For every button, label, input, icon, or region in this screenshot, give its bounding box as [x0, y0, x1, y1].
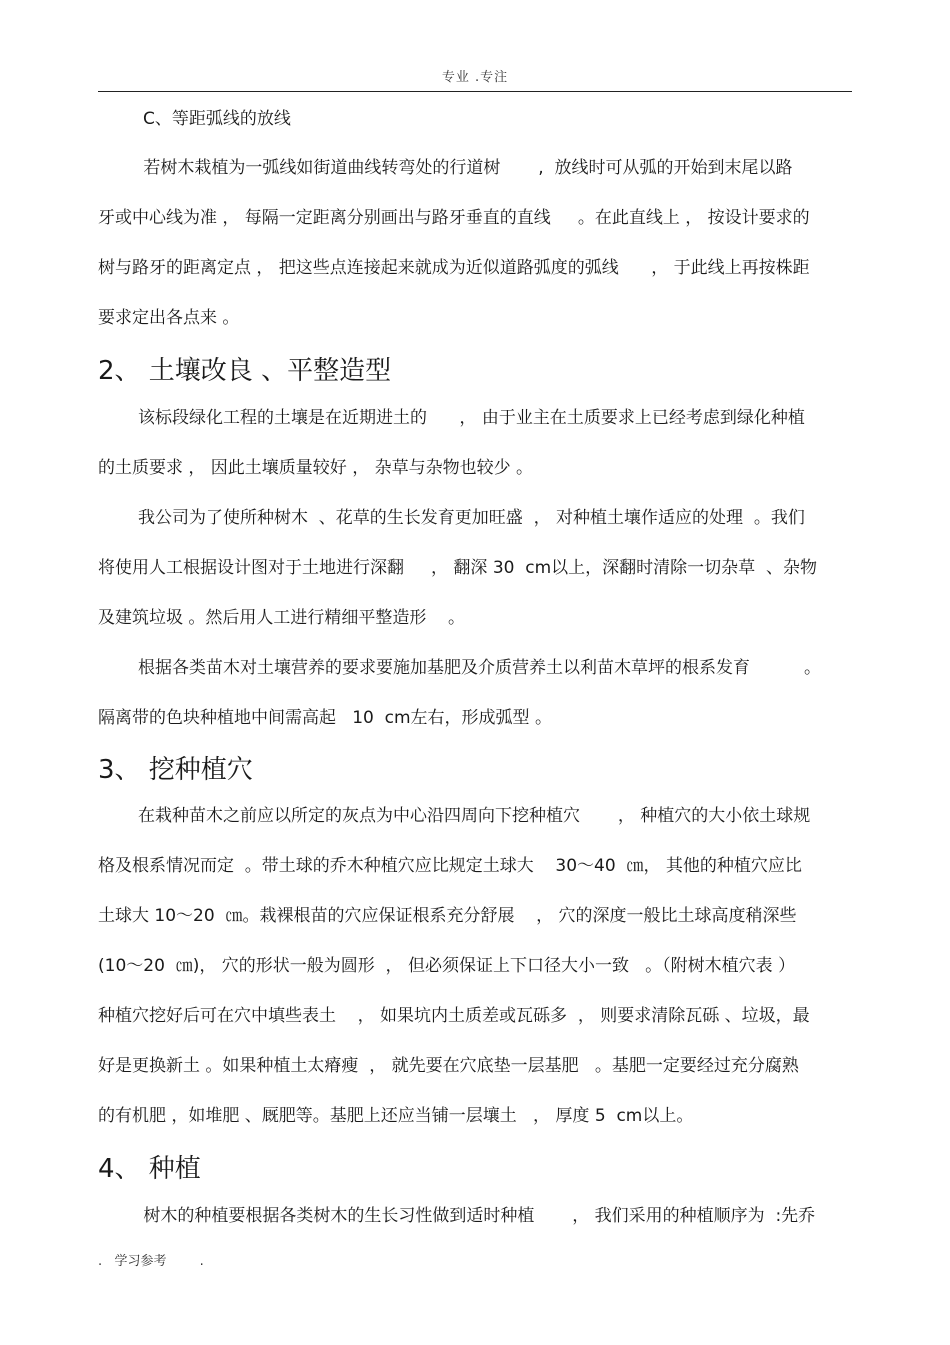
paragraph-line: 隔离带的色块种植地中间需高起 10 cm左右，形成弧型 。 — [98, 708, 552, 728]
paragraph-line: 及建筑垃圾 。然后用人工进行精细平整造形 。 — [98, 608, 466, 628]
paragraph-line: (10～20 ㎝)， 穴的形状一般为圆形 ， 但必须保证上下口径大小一致 。（附树木植穴表 ） — [98, 956, 796, 976]
paragraph-line: 好是更换新土 。如果种植土太瘠瘦 ， 就先要在穴底垫一层基肥 。基肥一定要经过充分腐熟 — [98, 1056, 799, 1076]
paragraph-line: 土球大 10～20 ㎝。栽裸根苗的穴应保证根系充分舒展 ， 穴的深度一般比土球高度稍深些 — [98, 906, 797, 926]
paragraph-line: 将使用人工根据设计图对于土地进行深翻 ， 翻深 30 cm以上，深翻时清除一切杂草 、杂物 — [98, 558, 817, 578]
subheading-c: C、等距弧线的放线 — [143, 109, 291, 129]
paragraph-line: 在栽种苗木之前应以所定的灰点为中心沿四周向下挖种植穴 ， 种植穴的大小依土球规 — [138, 806, 811, 826]
paragraph-line: 牙或中心线为准 ， 每隔一定距离分别画出与路牙垂直的直线 。在此直线上 ， 按设计要求的 — [98, 208, 810, 228]
paragraph-line: 要求定出各点来 。 — [98, 308, 240, 328]
paragraph-line: 种植穴挖好后可在穴中填些表土 ， 如果坑内土质差或瓦砾多 ， 则要求清除瓦砾 、垃圾，最 — [98, 1006, 810, 1026]
paragraph-line: 的有机肥 ，如堆肥 、厩肥等。基肥上还应当铺一层壤土 ， 厚度 5 cm以上。 — [98, 1106, 694, 1126]
paragraph-line: 的土质要求 ， 因此土壤质量较好 ， 杂草与杂物也较少 。 — [98, 458, 534, 478]
paragraph-line: 树与路牙的距离定点 ， 把这些点连接起来就成为近似道路弧度的弧线 ， 于此线上再按株距 — [98, 258, 810, 278]
page-footer: . 学习参考 . — [98, 1254, 204, 1269]
page-header: 专业 .专注 — [441, 70, 509, 85]
paragraph-line: 格及根系情况而定 。带土球的乔木种植穴应比规定土球大 30～40 ㎝， 其他的种植穴应比 — [98, 856, 802, 876]
section-heading-2: 2、 土壤改良 、平整造型 — [98, 356, 392, 386]
section-heading-3: 3、 挖种植穴 — [98, 755, 253, 785]
paragraph-line: 我公司为了使所种树木 、花草的生长发育更加旺盛 ， 对种植土壤作适应的处理 。我们 — [138, 508, 805, 528]
paragraph-line: 树木的种植要根据各类树木的生长习性做到适时种植 ， 我们采用的种植顺序为 :先乔 — [138, 1206, 816, 1226]
header-divider — [98, 91, 852, 92]
paragraph-line: 若树木栽植为一弧线如街道曲线转弯处的行道树 , 放线时可从弧的开始到末尾以路 — [138, 158, 793, 178]
paragraph-line: 该标段绿化工程的土壤是在近期进土的 ， 由于业主在土质要求上已经考虑到绿化种植 — [138, 408, 805, 428]
paragraph-line: 根据各类苗木对土壤营养的要求要施加基肥及介质营养土以利苗木草坪的根系发育 。 — [138, 658, 822, 678]
section-heading-4: 4、 种植 — [98, 1154, 201, 1184]
